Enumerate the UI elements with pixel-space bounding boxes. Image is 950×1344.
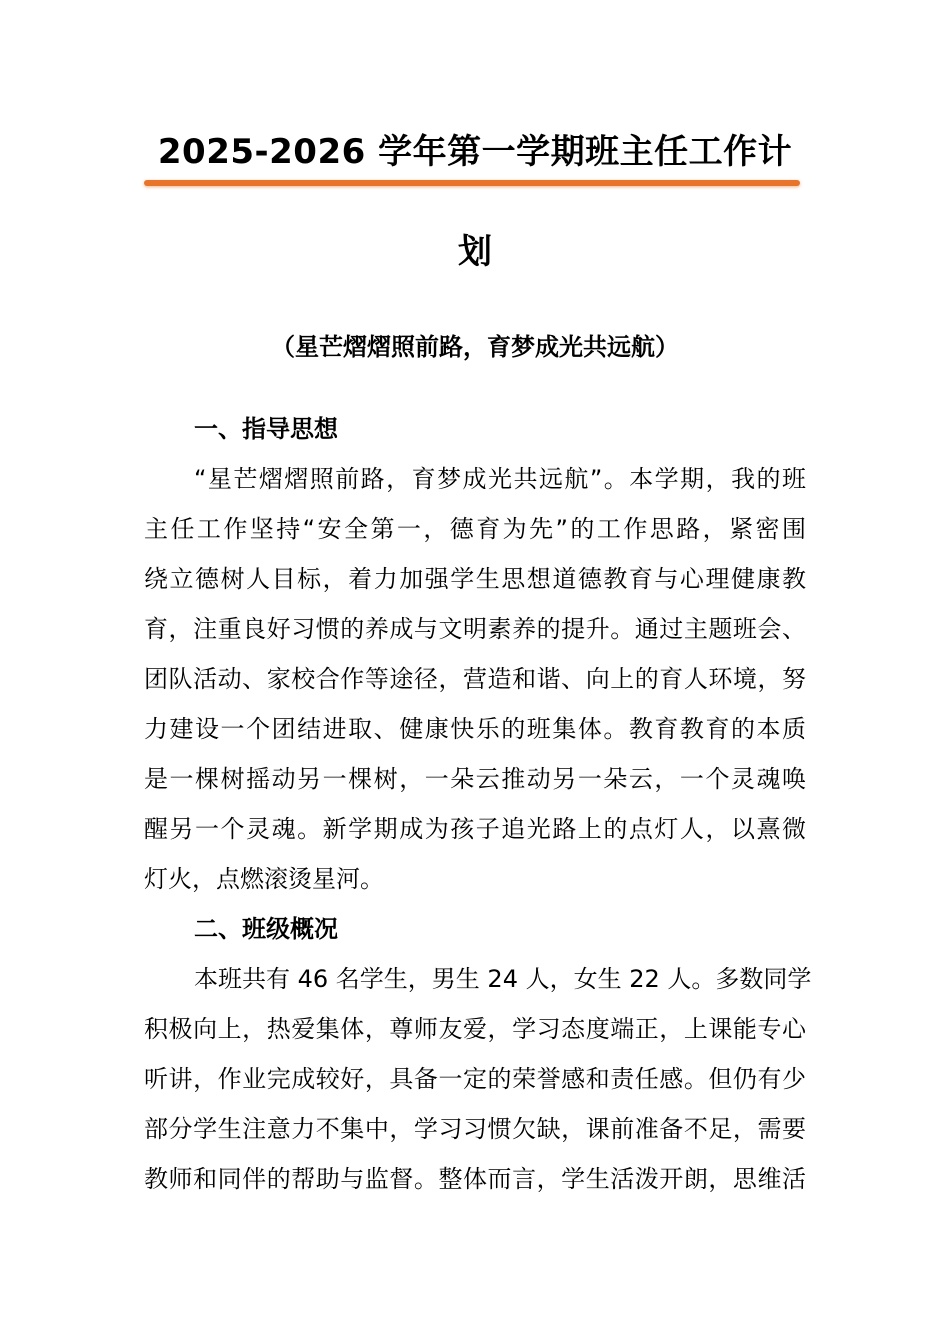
paragraph-line: 力建设一个团结进取、健康快乐的班集体。教育教育的本质 <box>144 715 806 743</box>
paragraph-line: 育，注重良好习惯的养成与文明素养的提升。通过主题班会、 <box>144 615 806 643</box>
paragraph-line: “星芒熠熠照前路，育梦成光共远航”。本学期，我的班 <box>194 465 806 493</box>
document-title-line-2: 划 <box>458 232 492 272</box>
paragraph-line: 主任工作坚持“安全第一，德育为先”的工作思路，紧密围 <box>144 515 806 543</box>
paragraph-line: 绕立德树人目标，着力加强学生思想道德教育与心理健康教 <box>144 565 806 593</box>
paragraph-line: 部分学生注意力不集中，学习习惯欠缺，课前准备不足，需要 <box>144 1115 806 1143</box>
section-heading-class-overview: 二、班级概况 <box>194 915 338 943</box>
title-underline-rule <box>144 180 800 186</box>
paragraph-line: 团队活动、家校合作等途径，营造和谐、向上的育人环境，努 <box>144 665 806 693</box>
document-title-line-1: 2025-2026 学年第一学期班主任工作计 <box>157 132 793 172</box>
paragraph-line: 积极向上，热爱集体，尊师友爱，学习态度端正，上课能专心 <box>144 1015 806 1043</box>
paragraph-line: 是一棵树摇动另一棵树，一朵云推动另一朵云，一个灵魂唤 <box>144 765 806 793</box>
paragraph-line: 本班共有 46 名学生，男生 24 人，女生 22 人。多数同学 <box>194 965 812 993</box>
paragraph-line: 听讲，作业完成较好，具备一定的荣誉感和责任感。但仍有少 <box>144 1065 806 1093</box>
paragraph-line: 醒另一个灵魂。新学期成为孩子追光路上的点灯人，以熹微 <box>144 815 806 843</box>
paragraph-line: 教师和同伴的帮助与监督。整体而言，学生活泼开朗，思维活 <box>144 1165 806 1193</box>
section-heading-guiding-ideology: 一、指导思想 <box>194 415 338 443</box>
document-subtitle: （星芒熠熠照前路，育梦成光共远航） <box>271 333 679 361</box>
paragraph-line: 灯火，点燃滚烫星河。 <box>144 865 384 893</box>
